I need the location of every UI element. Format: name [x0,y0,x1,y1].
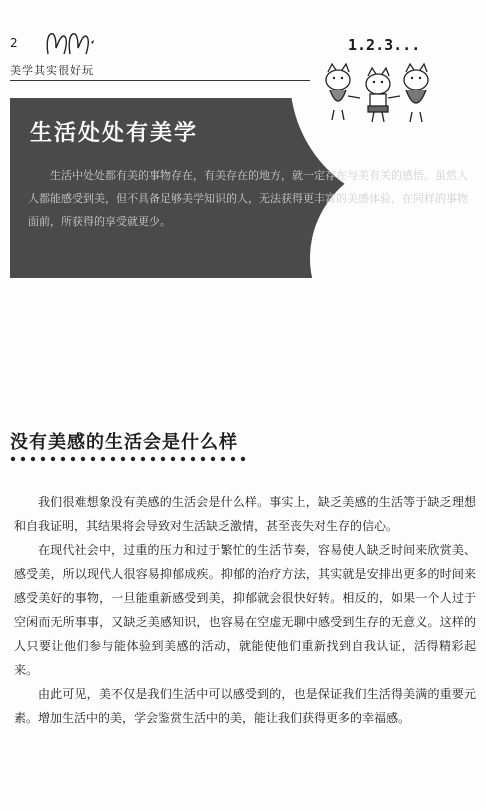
count-text: 1.2.3... [348,36,421,54]
header-rule [10,80,310,81]
bunny-icon [44,30,96,56]
banner-text: 生活中处处都有美的事物存在，有美存在的地方，就一定存在与美有关的感悟。虽然人人都能感受到美，但不具备足够美学知识的人，无法获得更丰富的美感体验，在同样的事物面前，所获得的享受就更少。 [28,169,468,228]
paragraph: 我们很难想象没有美感的生活会是什么样。事实上，缺乏美感的生活等于缺乏理想和自我证明，其结果将会导致对生活缺乏激情，甚至丧失对生存的信心。 [14,495,476,533]
paragraph: 由此可见，美不仅是我们生活中可以感受到的，也是保证我们生活得美满的重要元素。增加生活中的美，学会鉴赏生活中的美，能让我们获得更多的幸福感。 [14,687,476,725]
body-text [14,490,476,730]
section-heading: 没有美感的生活会是什么样 [10,432,238,453]
dotted-divider [10,455,250,463]
banner-title: 生活处处有美学 [30,121,199,146]
book-title: 美学其实很好玩 [10,64,94,77]
page-number: 2 [10,36,18,50]
paragraph: 在现代社会中，过重的压力和过于繁忙的生活节奏，容易使人缺乏时间来欣赏美、感受美，所以现代人很容易抑郁成疾。抑郁的治疗方法，其实就是安排出更多的时间来感受美好的事物，一旦能重新感受到美，抑郁就会很快好转。相反的，如果一个人过于空闲而无所事事，又缺乏美感知识，也容易在空虚无聊中感受到生存的无意义。这样的人只要让他们参与能体验到美感的活动，就能使他们重新找到自我认证，活得精彩起来。 [14,543,476,677]
cartoon-animals-icon [320,60,440,130]
